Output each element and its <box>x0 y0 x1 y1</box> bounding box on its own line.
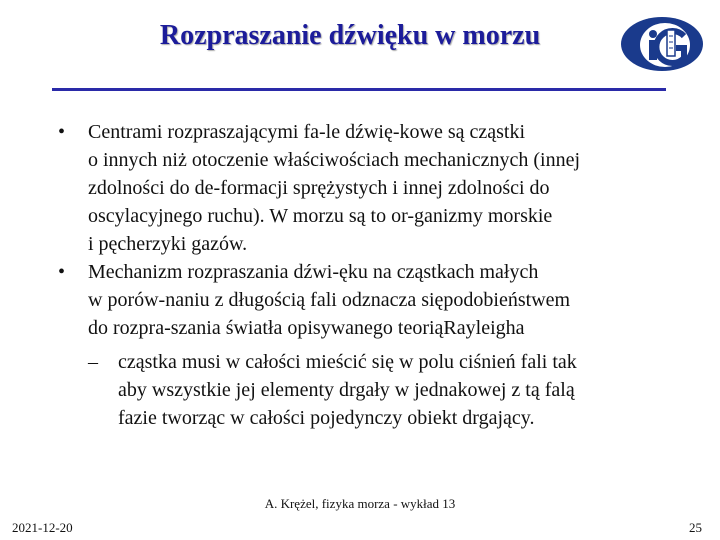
bullet-line: cząstka musi w całości mieścić się w polu ciśnień fali tak <box>118 351 577 373</box>
bullet-line: do rozpra-szania światła opisywanego teoriąRayleigha <box>88 317 525 339</box>
bullet-line: w porów-naniu z długością fali odznacza siępodobieństwem <box>88 289 571 311</box>
bullet-line: zdolności do de-formacji sprężystych i innej zdolności do <box>88 177 550 199</box>
bullet-line: oscylacyjnego ruchu). W morzu są to or-ganizmy morskie <box>88 205 553 227</box>
bullet-marker: • <box>58 121 66 143</box>
title-divider <box>52 88 666 91</box>
bullet-line: fazie tworząc w całości pojedynczy obiekt drgający. <box>118 407 535 429</box>
bullet-line: Mechanizm rozpraszania dźwi-ęku na cząstkach małych <box>88 261 539 283</box>
bullet-line: i pęcherzyki gazów. <box>88 233 248 255</box>
slide-footer: A. Krężel, fizyka morza - wykład 13 <box>264 496 456 511</box>
slide-body <box>58 118 698 432</box>
sub-bullet-item <box>58 348 698 432</box>
bullet-line: aby wszystkie jej elementy drgały w jednakowej z tą falą <box>118 379 575 401</box>
bullet-item <box>58 258 698 342</box>
slide-date: 2021-12-20 <box>12 520 73 535</box>
bullet-line: o innych niż otoczenie właściwościach mechanicznych (innej <box>88 149 581 171</box>
page-number: 25 <box>689 520 702 535</box>
institute-logo <box>620 16 704 72</box>
bullet-item <box>58 118 698 258</box>
bullet-line: Centrami rozpraszającymi fa-le dźwię-kowe są cząstki <box>88 121 526 143</box>
slide-title: Rozpraszanie dźwięku w morzu <box>159 20 541 51</box>
bullet-marker: • <box>58 261 66 283</box>
dash-marker: – <box>88 351 98 373</box>
